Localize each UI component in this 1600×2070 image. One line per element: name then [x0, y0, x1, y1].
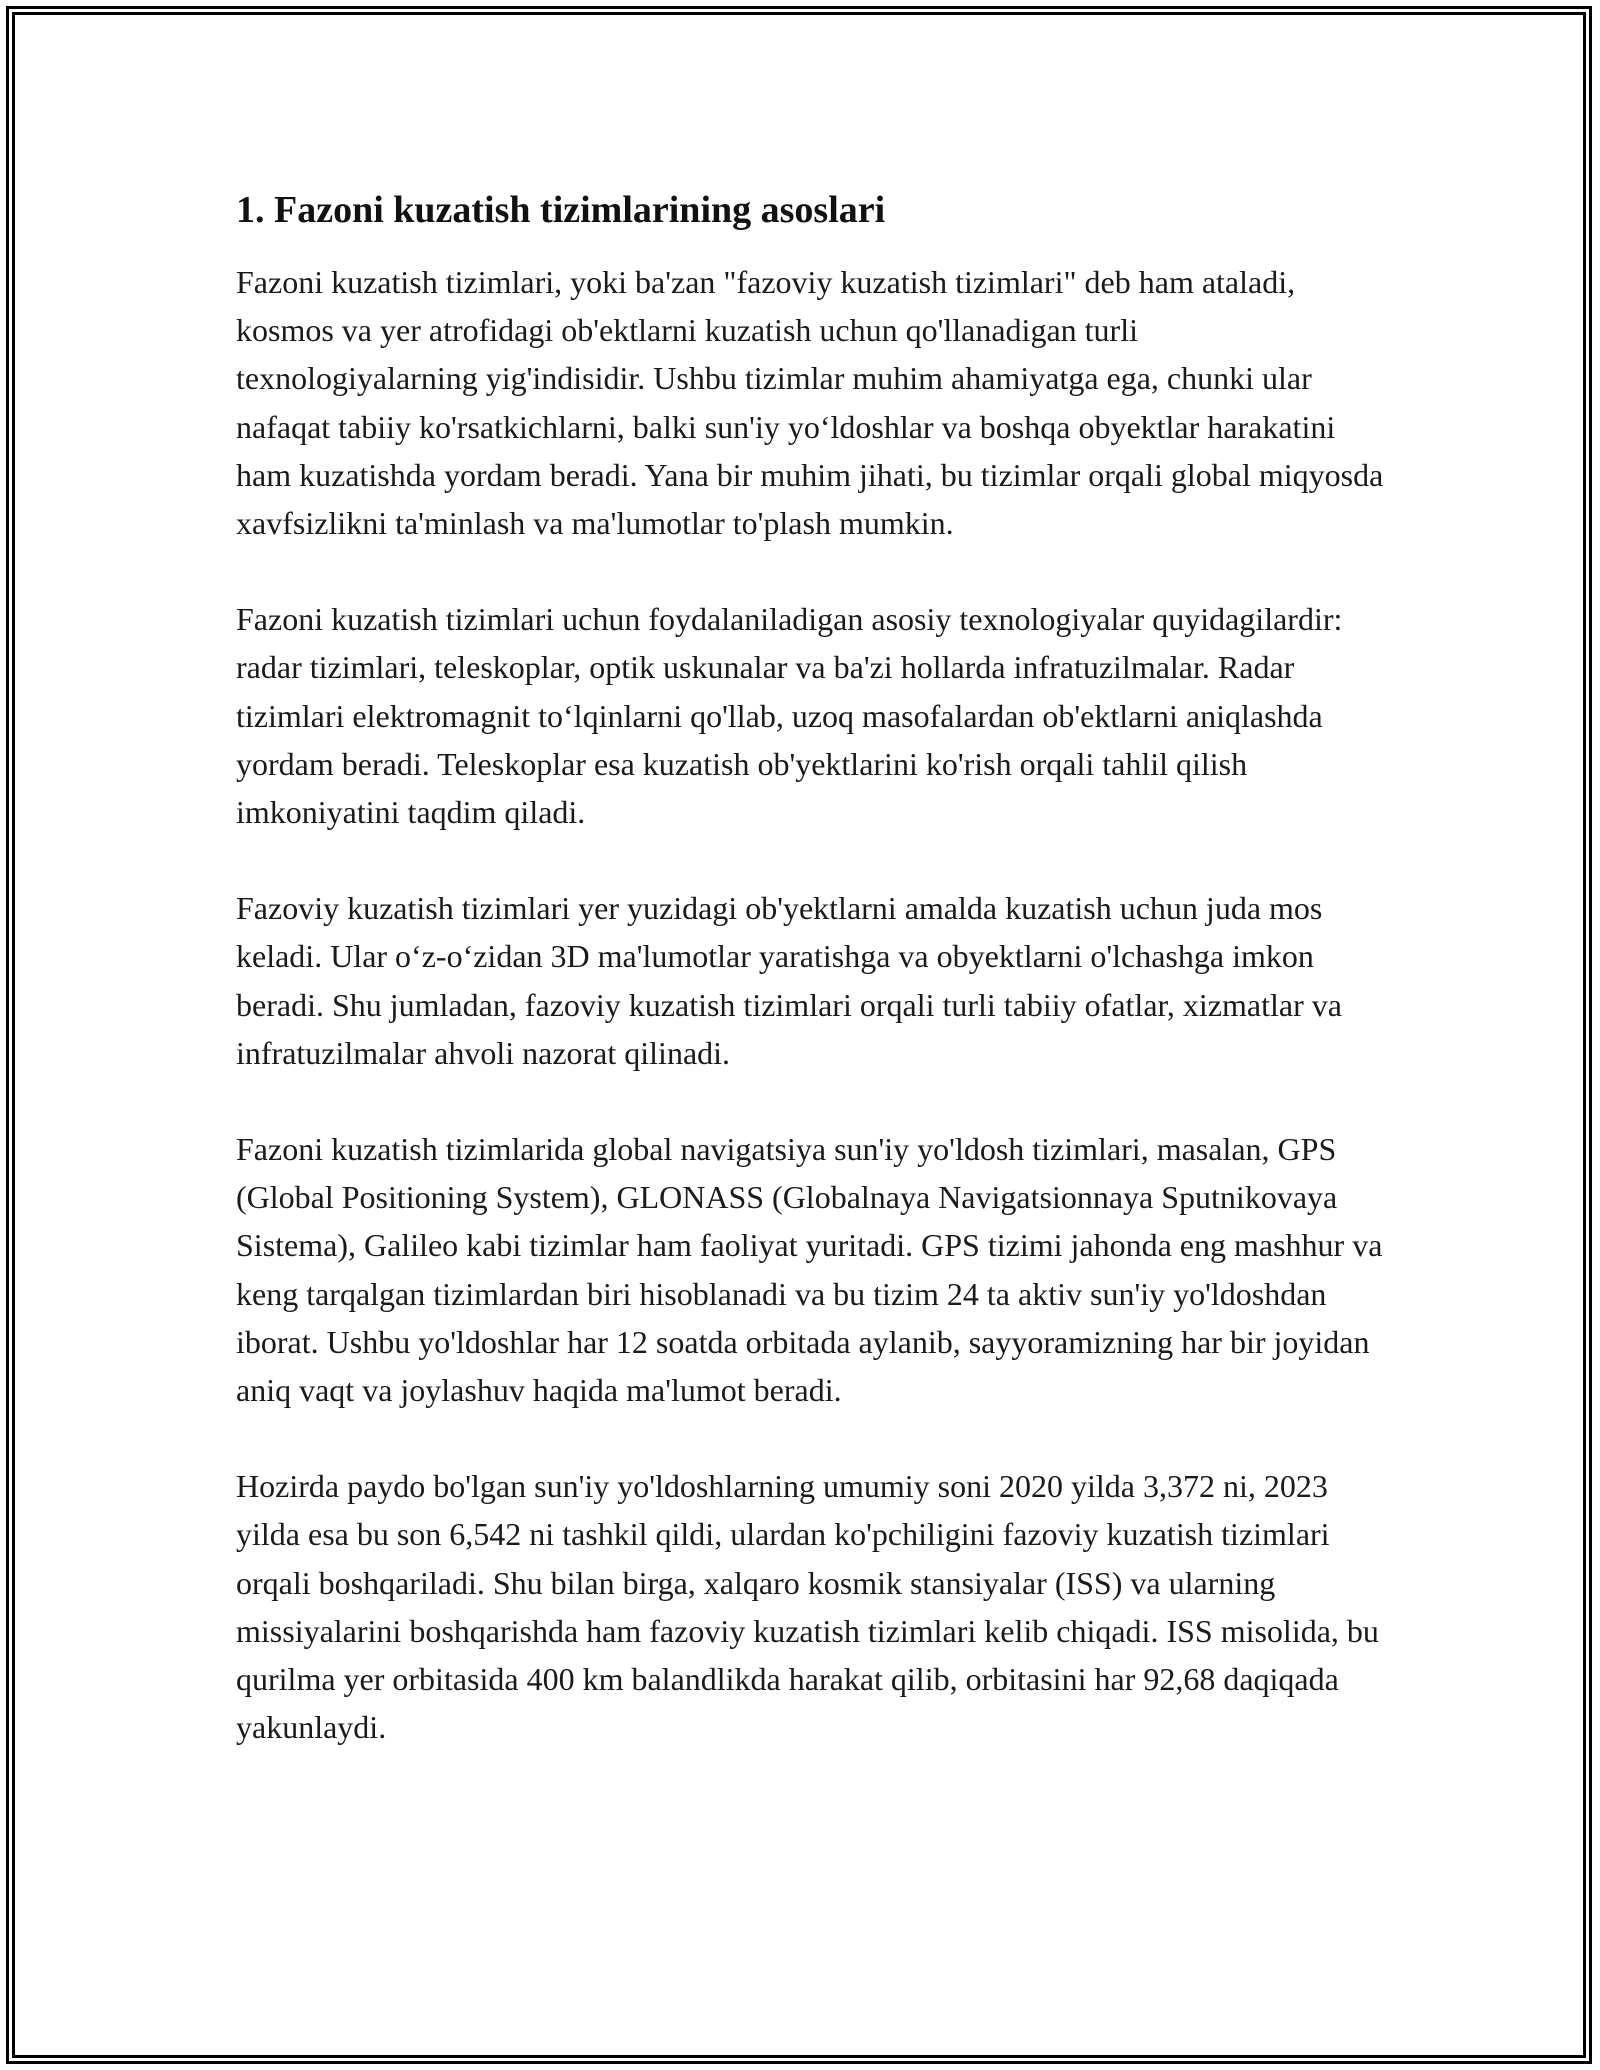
paragraph-navigation-systems: Fazoni kuzatish tizimlarida global navigatsiya sun'iy yo'ldosh tizimlari, masalan, GPS (Global Positioning System), GLONASS (Globalnaya Navigatsionnaya Sputnikovaya Sistema), Galileo kabi tizimlar ham faoliyat yuritadi. GPS tizimi jahonda eng mashhur va keng tarqalgan tizimlardan biri hisoblanadi va bu tizim 24 ta aktiv sun'iy yo'ldoshdan iborat. Ushbu yo'ldoshlar har 12 soatda orbitada aylanib, sayyoramizning har bir joyidan aniq vaqt va joylashuv haqida ma'lumot beradi. — [236, 1131, 1383, 1409]
paragraph-introduction: Fazoni kuzatish tizimlari, yoki ba'zan "fazoviy kuzatish tizimlari" deb ham ataladi, kosmos va yer atrofidagi ob'ektlarni kuzatish uchun qo'llanadigan turli texnologiyalarning yig'indisidir. Ushbu tizimlar muhim ahamiyatga ega, chunki ular nafaqat tabiiy ko'rsatkichlarni, balki sun'iy yo‘ldoshlar va boshqa obyektlar harakatini ham kuzatishda yordam beradi. Yana bir muhim jihati, bu tizimlar orqali global miqyosda xavfsizlikni ta'minlash va ma'lumotlar to'plash mumkin. — [236, 264, 1384, 542]
paragraph-ground-observation: Fazoviy kuzatish tizimlari yer yuzidagi ob'yektlarni amalda kuzatish uchun juda mos keladi. Ular o‘z-o‘zidan 3D ma'lumotlar yaratishga va obyektlarni o'lchashga imkon beradi. Shu jumladan, fazoviy kuzatish tizimlari orqali turli tabiiy ofatlar, xizmatlar va infratuzilmalar ahvoli nazorat qilinadi. — [236, 890, 1342, 1071]
paragraph-technologies: Fazoni kuzatish tizimlari uchun foydalaniladigan asosiy texnologiyalar quyidagilardir: radar tizimlari, teleskoplar, optik uskunalar va ba'zi hollarda infratuzilmalar. Radar tizimlari elektromagnit to‘lqinlarni qo'llab, uzoq masofalardan ob'ektlarni aniqlashda yordam beradi. Teleskoplar esa kuzatish ob'yektlarini ko'rish orqali tahlil qilish imkoniyatini taqdim qiladi. — [236, 601, 1343, 831]
section-heading: 1. Fazoni kuzatish tizimlarining asoslari — [236, 189, 886, 231]
document-body — [236, 186, 1386, 1751]
paragraph-satellite-counts: Hozirda paydo bo'lgan sun'iy yo'ldoshlarning umumiy soni 2020 yilda 3,372 ni, 2023 yilda esa bu son 6,542 ni tashkil qildi, ulardan ko'pchiligini fazoviy kuzatish tizimlari orqali boshqariladi. Shu bilan birga, xalqaro kosmik stansiyalar (ISS) va ularning missiyalarini boshqarishda ham fazoviy kuzatish tizimlari kelib chiqadi. ISS misolida, bu qurilma yer orbitasida 400 km balandlikda harakat qilib, orbitasini har 92,68 daqiqada yakunlaydi. — [236, 1468, 1379, 1746]
